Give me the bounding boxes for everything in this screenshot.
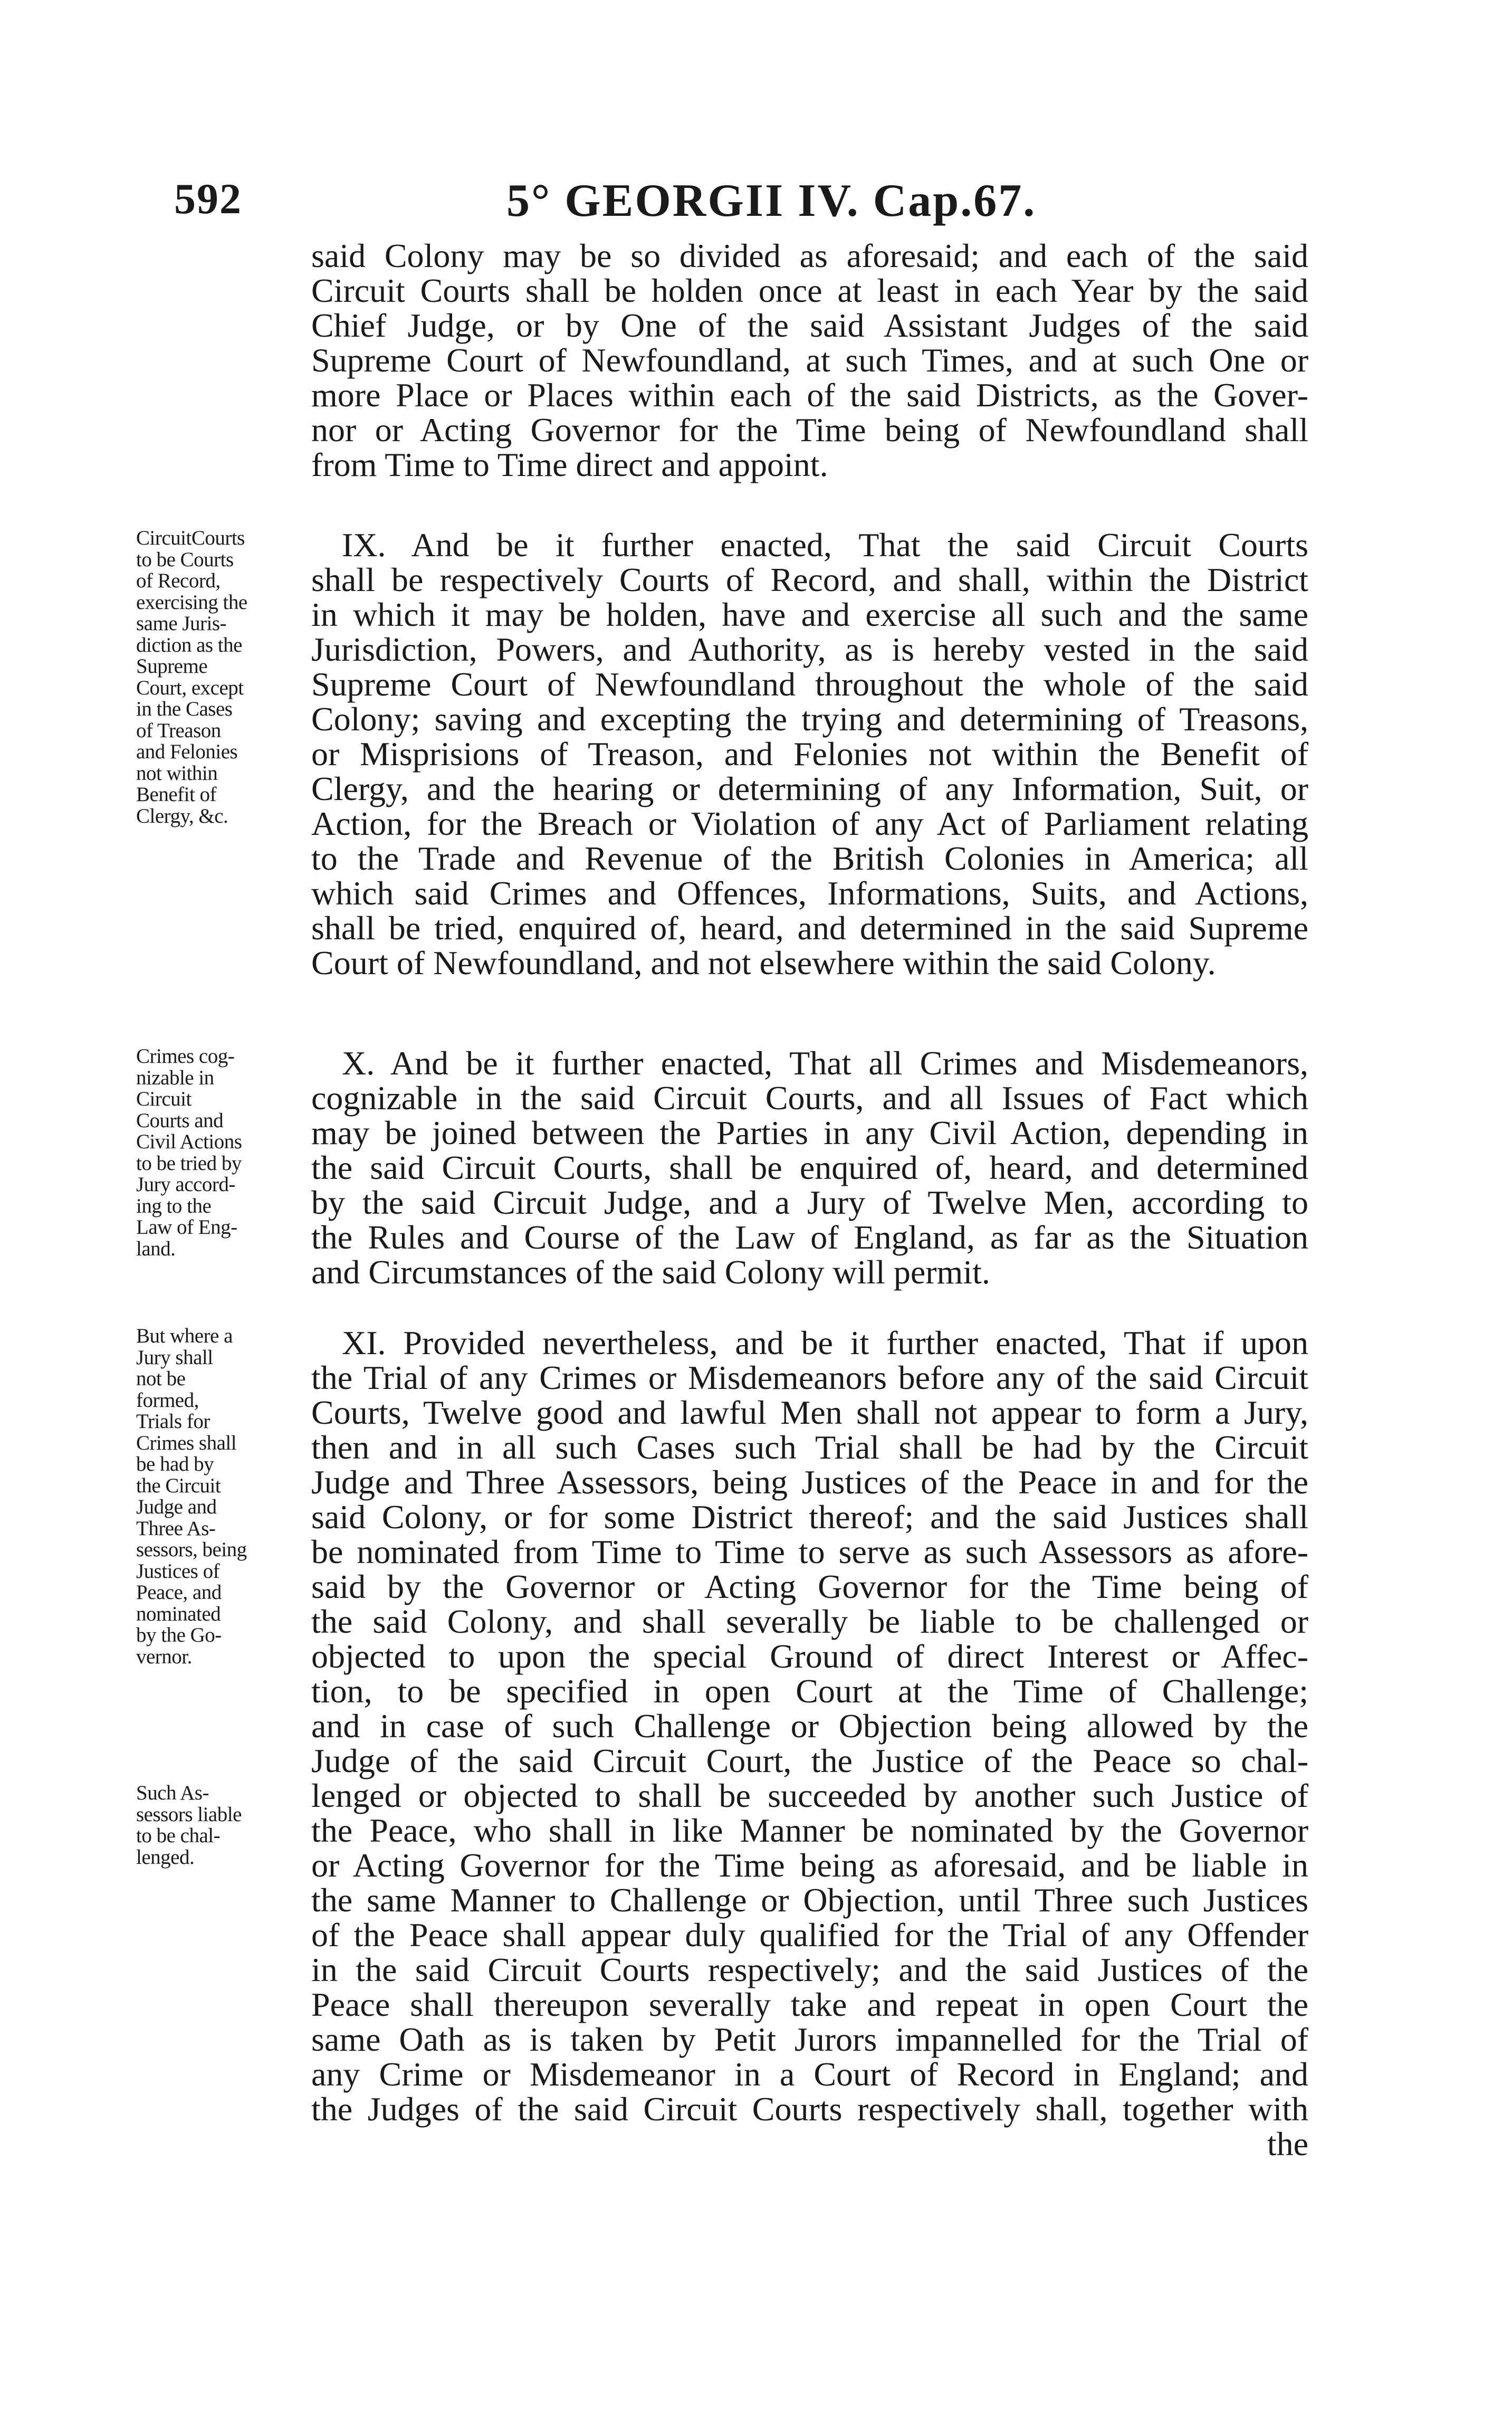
text-line: the said Colony, and shall severally be liable to be challenged or [311, 1603, 1308, 1640]
text-line: lenged or objected to shall be succeeded by another such Justice of [311, 1777, 1308, 1814]
margin-note-line: the Circuit [136, 1474, 221, 1497]
margin-note-section-x [136, 1046, 294, 1260]
margin-note-line: Supreme [136, 655, 208, 678]
text-line: the same Manner to Challenge or Objection, until Three such Justices [311, 1881, 1308, 1919]
text-line: Supreme Court of Newfoundland, at such Times, and at such One or [311, 341, 1308, 379]
margin-note-line: exercising the [136, 591, 247, 614]
margin-note-line: Three As- [136, 1517, 216, 1540]
margin-note-line: nizable in [136, 1066, 214, 1089]
text-line: in the said Circuit Courts respectively; and the said Justices of the [311, 1951, 1308, 1988]
margin-note-line: in the Cases [136, 698, 233, 720]
text-line: and Circumstances of the said Colony will permit. [311, 1253, 990, 1291]
margin-note-line: But where a [136, 1325, 233, 1347]
text-line: nor or Acting Governor for the Time being of Newfoundland shall [311, 411, 1308, 449]
margin-note-line: ing to the [136, 1194, 212, 1217]
margin-note-line: Jury accord- [136, 1173, 235, 1196]
text-line: Circuit Courts shall be holden once at least in each Year by the said [311, 272, 1308, 309]
text-line: Judge and Three Assessors, being Justices of the Peace in and for the [311, 1463, 1308, 1501]
text-line: may be joined between the Parties in any Civil Action, depending in [311, 1114, 1308, 1151]
text-line: of the Peace shall appear duly qualified for the Trial of any Offender [311, 1916, 1308, 1954]
margin-note-line: not be [136, 1367, 186, 1390]
margin-note-section-ix [136, 528, 294, 827]
text-line: the said Circuit Courts, shall be enquired of, heard, and determined [311, 1149, 1308, 1186]
text-line: Clergy, and the hearing or determining of any Information, Suit, or [311, 770, 1308, 807]
text-line: Peace shall thereupon severally take and repeat in open Court the [311, 1986, 1308, 2023]
page-number: 592 [174, 175, 242, 223]
margin-note-line: Courts and [136, 1109, 224, 1132]
margin-note-line: Trials for [136, 1410, 210, 1433]
margin-note-line: Law of Eng- [136, 1216, 237, 1239]
text-line: Court of Newfoundland, and not elsewhere within the said Colony. [311, 944, 1216, 982]
section-x-first-line: X. And be it further enacted, That all Crimes and Misdemeanors, [342, 1044, 1308, 1082]
text-line: said by the Governor or Acting Governor for the Time being of [311, 1568, 1308, 1605]
text-line: the Peace, who shall in like Manner be nominated by the Governor [311, 1812, 1308, 1849]
text-line: cognizable in the said Circuit Courts, and all Issues of Fact which [311, 1079, 1308, 1117]
text-line: tion, to be specified in open Court at the Time of Challenge; [311, 1672, 1308, 1710]
text-line: more Place or Places within each of the said Districts, as the Gover- [311, 376, 1308, 414]
margin-note-line: Civil Actions [136, 1130, 242, 1153]
margin-note-line: Peace, and [136, 1581, 222, 1604]
text-line: Action, for the Breach or Violation of any Act of Parliament relating [311, 805, 1308, 842]
margin-note-line: be had by [136, 1453, 214, 1475]
margin-note-line: to be tried by [136, 1151, 242, 1175]
text-line: Colony; saving and excepting the trying and determining of Treasons, [311, 700, 1308, 738]
text-line: Jurisdiction, Powers, and Authority, as is hereby vested in the said [311, 631, 1308, 668]
margin-note-section-xi-assessors [136, 1783, 294, 1868]
margin-note-line: sessors, being [136, 1538, 247, 1561]
margin-note-line: same Juris- [136, 612, 227, 635]
margin-note-line: CircuitCourts [136, 527, 245, 549]
text-line: Courts, Twelve good and lawful Men shall not appear to form a Jury, [311, 1394, 1308, 1431]
section-x [311, 1046, 1308, 1290]
margin-note-line: nominated [136, 1602, 221, 1625]
text-line: Chief Judge, or by One of the said Assistant Judges of the said [311, 307, 1308, 344]
text-line: the Rules and Course of the Law of England, as far as the Situation [311, 1218, 1308, 1256]
margin-note-line: to be Courts [136, 548, 234, 571]
text-line: Supreme Court of Newfoundland throughout the whole of the said [311, 665, 1308, 703]
margin-note-line: Court, except [136, 676, 244, 699]
text-line: by the said Circuit Judge, and a Jury of Twelve Men, according to [311, 1184, 1308, 1221]
text-line: shall be respectively Courts of Record, and shall, within the District [311, 561, 1308, 598]
section-xi [311, 1326, 1308, 2162]
margin-note-line: Crimes shall [136, 1431, 237, 1454]
text-line: the Judges of the said Circuit Courts respectively shall, together with [311, 2090, 1308, 2128]
text-line: said Colony, or for some District thereof; and the said Justices shall [311, 1498, 1308, 1536]
margin-note-line: lenged. [136, 1845, 195, 1869]
text-line: be nominated from Time to Time to serve as such Assessors as afore- [311, 1533, 1308, 1570]
margin-note-line: of Treason [136, 719, 221, 742]
text-line: shall be tried, enquired of, heard, and determined in the said Supreme [311, 909, 1308, 947]
running-title: 5° GEORGII IV. Cap.67. [506, 175, 1037, 226]
margin-note-section-xi [136, 1326, 294, 1668]
margin-note-line: formed, [136, 1388, 199, 1412]
margin-note-line: sessors liable [136, 1803, 242, 1826]
margin-note-line: to be chal- [136, 1824, 221, 1847]
text-line: or Misprisions of Treason, and Felonies not within the Benefit of [311, 735, 1308, 773]
text-line: Judge of the said Circuit Court, the Justice of the Peace so chal- [311, 1742, 1308, 1779]
section-ix-first-line: IX. And be it further enacted, That the said Circuit Courts [342, 526, 1308, 564]
paragraph-continuation [311, 239, 1308, 482]
margin-note-line: vernor. [136, 1645, 192, 1668]
text-line: the Trial of any Crimes or Misdemeanors before any of the said Circuit [311, 1359, 1308, 1396]
text-line: or Acting Governor for the Time being as aforesaid, and be liable in [311, 1846, 1308, 1884]
margin-note-line: Justices of [136, 1559, 220, 1583]
margin-note-line: not within [136, 761, 218, 785]
text-line: same Oath as is taken by Petit Jurors impannelled for the Trial of [311, 2021, 1308, 2058]
text-line: to the Trade and Revenue of the British Colonies in America; all [311, 840, 1308, 877]
margin-note-line: of Record, [136, 569, 221, 592]
text-line: said Colony may be so divided as aforesaid; and each of the said [311, 237, 1308, 274]
text-line: in which it may be holden, have and exercise all such and the same [311, 596, 1308, 633]
text-line: which said Crimes and Offences, Informations, Suits, and Actions, [311, 874, 1308, 912]
margin-note-line: Benefit of [136, 783, 217, 806]
margin-note-line: Such As- [136, 1782, 209, 1804]
margin-note-line: Judge and [136, 1496, 217, 1518]
margin-note-line: diction as the [136, 633, 242, 656]
catchword: the [1267, 2125, 1308, 2163]
margin-note-line: and Felonies [136, 740, 238, 763]
margin-note-line: Clergy, &c. [136, 804, 228, 827]
text-line: from Time to Time direct and appoint. [311, 446, 828, 483]
section-ix [311, 528, 1308, 980]
text-line: any Crime or Misdemeanor in a Court of Record in England; and [311, 2055, 1308, 2093]
section-xi-first-line: XI. Provided nevertheless, and be it further enacted, That if upon [342, 1324, 1308, 1361]
margin-note-line: Jury shall [136, 1346, 213, 1369]
margin-note-line: Circuit [136, 1088, 192, 1110]
text-line: and in case of such Challenge or Objection being allowed by the [311, 1707, 1308, 1745]
margin-note-line: by the Go- [136, 1624, 222, 1646]
margin-note-line: Crimes cog- [136, 1045, 235, 1068]
text-line: then and in all such Cases such Trial shall be had by the Circuit [311, 1429, 1308, 1466]
page-header [0, 174, 1512, 237]
margin-note-line: land. [136, 1237, 176, 1260]
text-line: objected to upon the special Ground of direct Interest or Affec- [311, 1637, 1308, 1675]
